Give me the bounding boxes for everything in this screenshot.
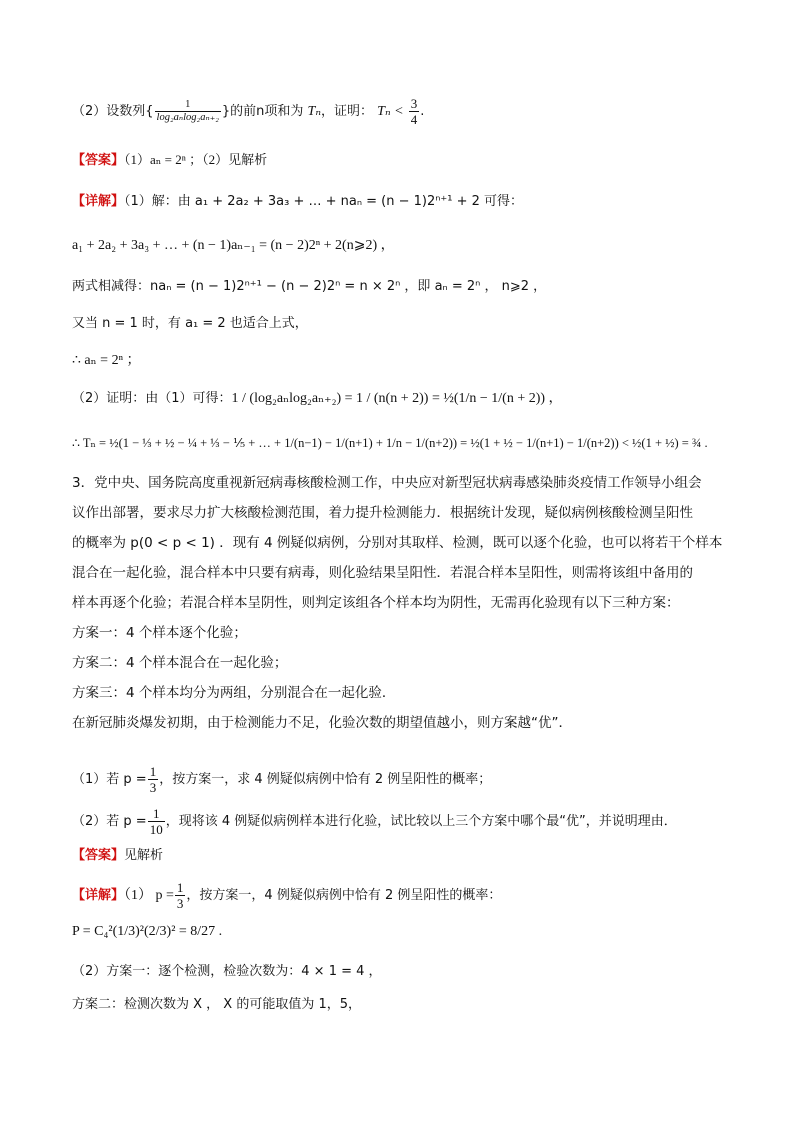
q2-prove: ，证明：	[321, 104, 374, 119]
detail1-line2: a₁ + 2a₂ + 3a₃ + … + (n − 1)aₙ₋₁ = (n − 2)2ⁿ + 2(n⩾2) ，	[72, 238, 395, 253]
q2-end: .	[420, 104, 425, 119]
detail2-tag: 【详解】	[72, 888, 125, 903]
sub2-frac-den: 10	[149, 822, 163, 837]
problem3-text	[72, 468, 724, 738]
sub2-prefix: （2）若 p =	[72, 814, 147, 829]
detail1-line5: ∴ aₙ = 2ⁿ ；	[72, 353, 141, 368]
q2-fraction	[155, 99, 221, 124]
detail1-line4: 又当 n = 1 时，有 a₁ = 2 也适合上式，	[72, 316, 308, 331]
q2-ineq: Tₙ <	[377, 104, 404, 119]
q2-three-quarters	[409, 96, 420, 127]
sub1-fraction	[148, 764, 159, 795]
problem3-p5: 样本再逐个化验；若混合样本呈阴性，则判定该组各个样本均为阴性，无需再化验现有以下三种方案：	[72, 595, 680, 611]
sub1-frac-num: 1	[149, 764, 157, 779]
answer2-text: 见解析	[124, 848, 164, 863]
detail2-frac-num: 1	[176, 880, 184, 895]
sub1-prefix: （1）若 p =	[72, 772, 147, 787]
answer2-line	[72, 846, 163, 866]
q2-frac4: 4	[410, 112, 418, 127]
detail2-line2: P = C₄²(1/3)²(2/3)² = 8/27 .	[72, 924, 223, 939]
detail2-line1	[72, 880, 501, 911]
detail2-fraction	[175, 880, 186, 911]
detail1-l6b: 1 / (log₂aₙlog₂aₙ₊₂) = 1 / (n(n + 2)) = ½(1/n − 1/(n + 2)) ，	[231, 391, 563, 406]
scheme-2: 方案二：4 个样本混合在一起化验；	[72, 655, 288, 671]
detail1-line3: 两式相减得：naₙ = (n − 1)2ⁿ⁺¹ − (n − 2)2ⁿ = n × 2ⁿ ，即 aₙ = 2ⁿ ， n⩾2 ，	[72, 279, 547, 294]
sub1-text: ，按方案一，求 4 例疑似病例中恰有 2 例呈阳性的概率；	[159, 772, 492, 787]
sub1-frac-den: 3	[149, 780, 157, 795]
detail1-l6a: （2）证明：由（1）可得：	[72, 391, 232, 406]
detail1-line6	[72, 389, 563, 409]
q2-mid: }的前n项和为	[221, 104, 304, 119]
scheme-3: 方案三：4 个样本均分为两组，分别混合在一起化验．	[72, 685, 396, 701]
problem3-sub1	[72, 764, 491, 795]
answer1-line	[72, 150, 267, 171]
detail1-line1	[72, 192, 523, 212]
answer1-tag: 【答案】	[72, 153, 125, 168]
q2-frac-den: log₂aₙlog₂aₙ₊₂	[156, 112, 219, 123]
sub2-fraction	[148, 806, 165, 837]
detail1-l1: （1）解：由 a₁ + 2a₂ + 3a₃ + … + naₙ = (n − 1)2ⁿ⁺¹ + 2 可得：	[124, 194, 524, 209]
q2-line	[72, 96, 424, 127]
problem3-p2: 议作出部署，要求尽力扩大核酸检测范围，着力提升检测能力．根据统计发现，疑似病例核酸检测呈阳性	[72, 505, 693, 521]
problem3-p1: 3．党中央、国务院高度重视新冠病毒核酸检测工作，中央应对新型冠状病毒感染肺炎疫情工作领导小组会	[72, 475, 702, 491]
q2-frac3: 3	[410, 96, 418, 111]
detail2-line3: （2）方案一：逐个检测，检验次数为：4 × 1 = 4 ，	[72, 964, 382, 979]
answer1-text: （1）aₙ = 2ⁿ ；（2）见解析	[124, 152, 268, 167]
q2-prefix: （2）设数列{	[72, 104, 154, 119]
detail2-frac-den: 3	[176, 896, 184, 911]
sub2-frac-num: 1	[148, 806, 165, 822]
detail1-tag: 【详解】	[72, 194, 125, 209]
detail2-l1a: （1） p =	[124, 888, 174, 903]
problem3-p4: 混合在一起化验，混合样本中只要有病毒，则化验结果呈阳性．若混合样本呈阳性，则需将该组中备用的	[72, 565, 693, 581]
scheme-1: 方案一：4 个样本逐个化验；	[72, 625, 247, 641]
answer2-tag: 【答案】	[72, 848, 125, 863]
detail2-l1b: ，按方案一，4 例疑似病例中恰有 2 例呈阳性的概率：	[186, 888, 502, 903]
detail1-line7: ∴ Tₙ = ½(1 − ⅓ + ½ − ¼ + ⅓ − ⅕ + … + 1/(n−1) − 1/(n+1) + 1/n − 1/(n+2)) = ½(1 + ½ − 1/(n+1) − 1/(n+2)) < ½(1 + ½) = ¾ .	[72, 436, 708, 450]
sub2-text: ，现将该 4 例疑似病例样本进行化验，试比较以上三个方案中哪个最“优”，并说明理由．	[165, 814, 677, 829]
detail2-line4: 方案二：检测次数为 X ， X 的可能取值为 1，5，	[72, 997, 362, 1012]
q2-frac-num: 1	[155, 99, 221, 112]
problem3-p3: 的概率为 p(0 < p < 1) ．现有 4 例疑似病例，分别对其取样、检测，既可以逐个化验，也可以将若干个样本	[72, 535, 723, 551]
scheme-note: 在新冠肺炎爆发初期，由于检测能力不足，化验次数的期望值越小，则方案越“优”．	[72, 715, 572, 731]
q2-T: Tₙ	[307, 104, 322, 119]
problem3-sub2	[72, 806, 677, 837]
